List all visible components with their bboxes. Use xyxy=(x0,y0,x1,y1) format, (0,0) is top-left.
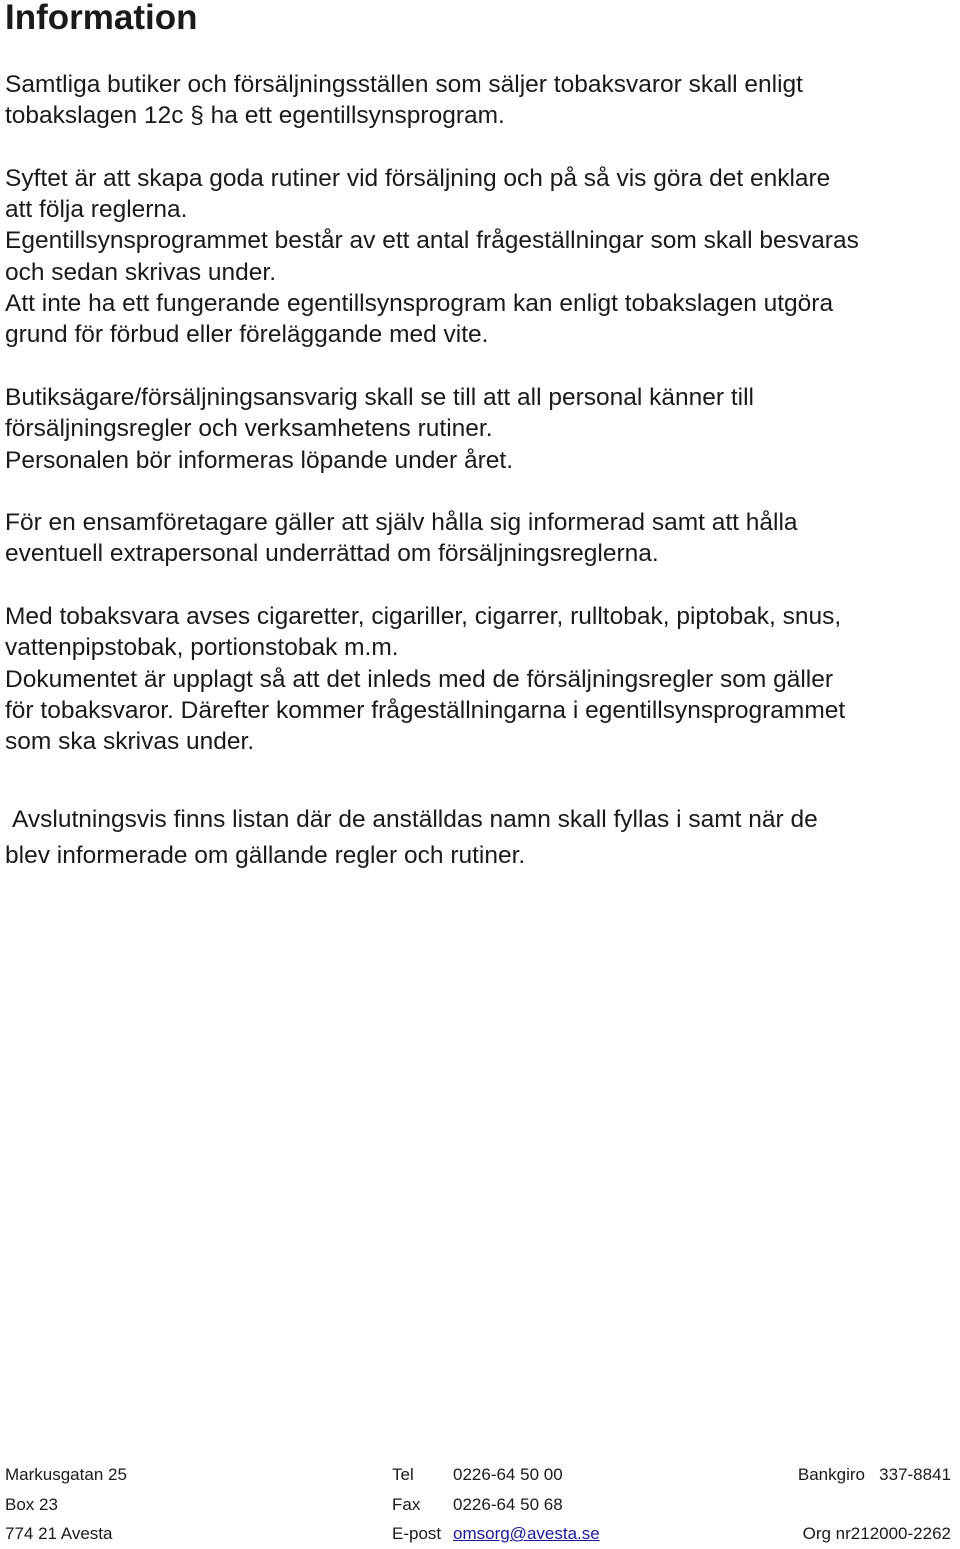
text-line: Med tobaksvara avses cigaretter, cigariller, cigarrer, rulltobak, piptobak, snus, xyxy=(5,603,842,631)
page-footer xyxy=(5,1460,960,1549)
paragraph-closing xyxy=(5,802,960,874)
text-line: försäljningsregler och verksamhetens rutiner. xyxy=(5,415,493,443)
text-line: och sedan skrivas under. xyxy=(5,258,277,286)
footer-tel: 0226-64 50 00 xyxy=(453,1465,563,1484)
text-line: Butiksägare/försäljningsansvarig skall se till att all personal känner till xyxy=(5,383,754,411)
text-line: Dokumentet är upplagt så att det inleds med de försäljningsregler som gäller xyxy=(5,665,833,693)
page-title: Information xyxy=(5,0,198,37)
text-line: för tobaksvaror. Därefter kommer frågeställningarna i egentillsynsprogrammet xyxy=(5,696,846,724)
text-line: Egentillsynsprogrammet består av ett antal frågeställningar som skall besvaras xyxy=(5,227,859,255)
text-line: vattenpipstobak, portionstobak m.m. xyxy=(5,634,399,662)
text-line: grund för förbud eller föreläggande med vite. xyxy=(5,321,489,349)
text-line: Syftet är att skapa goda rutiner vid försäljning och på så vis göra det enklare xyxy=(5,164,831,192)
paragraph-purpose xyxy=(5,163,960,351)
text-line: blev informerade om gällande regler och rutiner. xyxy=(5,841,526,869)
text-line: att följa reglerna. xyxy=(5,196,188,224)
text-line: eventuell extrapersonal underrättad om försäljningsreglerna. xyxy=(5,540,659,568)
text-line: Samtliga butiker och försäljningsställen som säljer tobaksvaror skall enligt xyxy=(5,71,803,98)
paragraph-sole-trader xyxy=(5,507,960,570)
paragraph-intro xyxy=(5,69,960,132)
body-text xyxy=(5,69,960,905)
text-line: Att inte ha ett fungerande egentillsynsprogram kan enligt tobakslagen utgöra xyxy=(5,290,834,318)
footer-postal: 774 21 Avesta xyxy=(5,1524,113,1543)
footer-fax-label: Fax xyxy=(392,1494,421,1514)
text-line: Personalen bör informeras löpande under året. xyxy=(5,446,514,474)
text-line: tobakslagen 12c § ha ett egentillsynsprogram. xyxy=(5,102,505,130)
footer-tel-label: Tel xyxy=(392,1465,414,1484)
footer-row xyxy=(5,1460,960,1490)
footer-fax: 0226-64 50 68 xyxy=(453,1494,563,1514)
footer-bankgiro: Bankgiro 337-8841 xyxy=(797,1465,951,1484)
text-line: Avslutningsvis finns listan där de anställdas namn skall fyllas i samt när de xyxy=(12,805,818,833)
footer-org-number: Org nr212000-2262 xyxy=(802,1524,951,1543)
footer-box: Box 23 xyxy=(5,1494,58,1514)
footer-row xyxy=(5,1490,960,1520)
text-line: För en ensamföretagare gäller att själv hålla sig informerad samt att hålla xyxy=(5,509,798,537)
text-line: som ska skrivas under. xyxy=(5,728,255,756)
paragraph-definition xyxy=(5,601,960,757)
footer-street: Markusgatan 25 xyxy=(5,1465,127,1484)
footer-row xyxy=(5,1519,960,1549)
footer-email-link[interactable]: omsorg@avesta.se xyxy=(453,1524,600,1543)
footer-email-label: E-post xyxy=(392,1524,442,1543)
paragraph-staff xyxy=(5,382,960,476)
